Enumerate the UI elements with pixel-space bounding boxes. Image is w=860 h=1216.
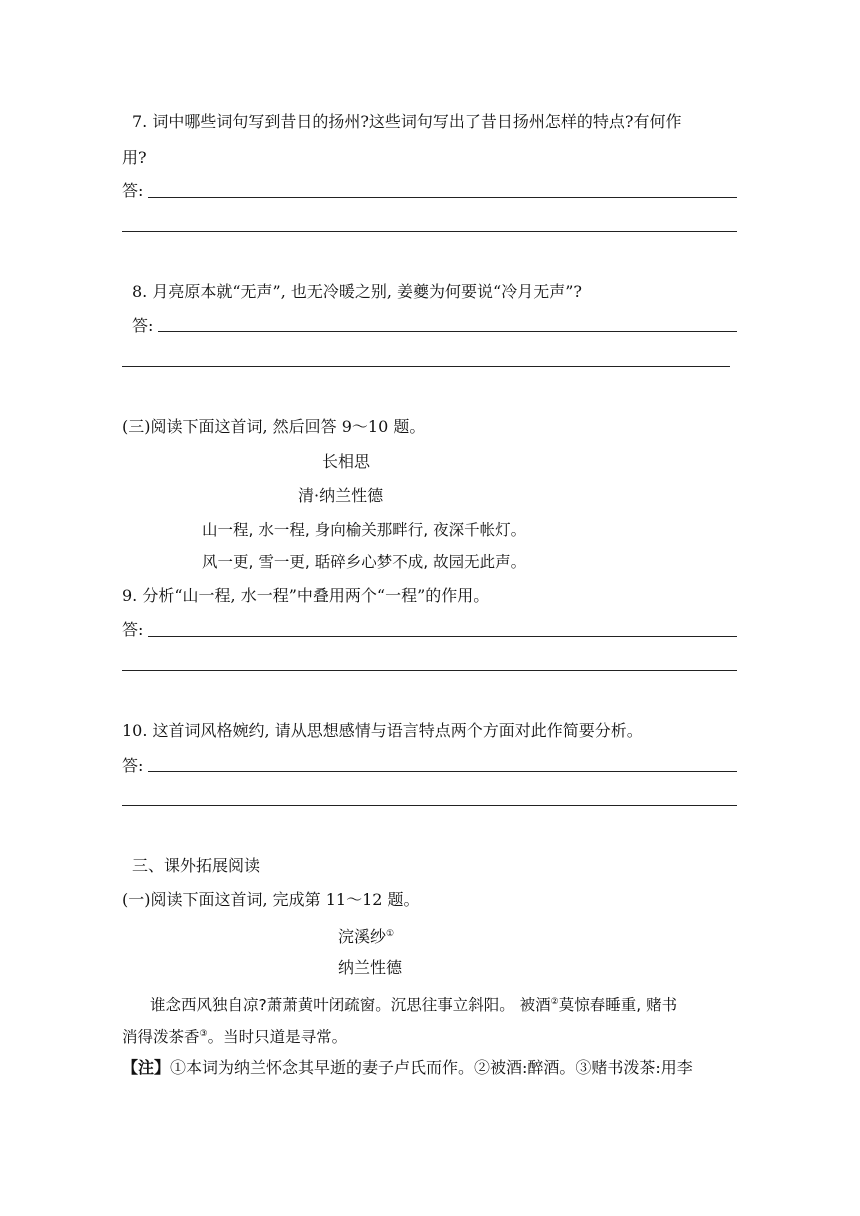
poem-2-title bbox=[338, 924, 394, 947]
q9-answer-line-2[interactable] bbox=[122, 670, 737, 671]
q8-answer-label: 答: bbox=[132, 316, 154, 335]
q8-answer-line-2[interactable] bbox=[122, 366, 730, 367]
poem-2-notes bbox=[122, 1058, 693, 1078]
poem-2-line-2-b: 。当时只道是寻常。 bbox=[207, 1028, 348, 1046]
poem-2-line-2 bbox=[122, 1024, 347, 1047]
poem-2-line-1-note-mark: ② bbox=[550, 997, 559, 1007]
q7-answer-line-2[interactable] bbox=[122, 231, 737, 232]
q9-answer-label: 答: bbox=[122, 620, 144, 639]
poem-2-author: 纳兰性德 bbox=[338, 958, 403, 977]
q9-answer-line-1[interactable] bbox=[148, 636, 737, 637]
poem-2-line-1-a: 谁念西风独自凉?萧萧黄叶闭疏窗。沉思往事立斜阳。 被酒 bbox=[150, 996, 551, 1014]
poem-2-line-2-note-mark: ③ bbox=[199, 1029, 208, 1039]
poem-1-author: 清·纳兰性德 bbox=[298, 486, 384, 505]
poem-1-line-1: 山一程, 水一程, 身向榆关那畔行, 夜深千帐灯。 bbox=[202, 521, 527, 539]
q10-answer-line-2[interactable] bbox=[122, 805, 737, 806]
poem-2-line-2-a: 消得泼茶香 bbox=[122, 1028, 200, 1046]
q7-answer-line-1[interactable] bbox=[148, 197, 737, 198]
question-7-line-2: 用? bbox=[122, 148, 147, 167]
poem-2-title-text: 浣溪纱 bbox=[338, 927, 387, 946]
question-7-line-1: 7. 词中哪些词句写到昔日的扬州?这些词句写出了昔日扬州怎样的特点?有何作 bbox=[132, 112, 682, 131]
section-3-intro: (三)阅读下面这首词, 然后回答 9～10 题。 bbox=[122, 417, 426, 436]
notes-text: ①本词为纳兰怀念其早逝的妻子卢氏而作。②被酒:醉酒。③赌书泼茶:用李 bbox=[170, 1058, 693, 1077]
part-3-heading: 三、课外拓展阅读 bbox=[132, 856, 261, 875]
part-3-intro: (一)阅读下面这首词, 完成第 11～12 题。 bbox=[122, 890, 420, 909]
question-8: 8. 月亮原本就“无声”, 也无冷暖之别, 姜夔为何要说“冷月无声”? bbox=[132, 282, 582, 301]
question-10: 10. 这首词风格婉约, 请从思想感情与语言特点两个方面对此作简要分析。 bbox=[122, 721, 643, 740]
question-9: 9. 分析“山一程, 水一程”中叠用两个“一程”的作用。 bbox=[122, 586, 490, 605]
poem-1-title: 长相思 bbox=[322, 452, 371, 471]
poem-1-line-2: 风一更, 雪一更, 聒碎乡心梦不成, 故园无此声。 bbox=[202, 553, 527, 571]
poem-2-line-1 bbox=[150, 992, 677, 1015]
q7-answer-label: 答: bbox=[122, 181, 144, 200]
poem-2-line-1-b: 莫惊春睡重, 赌书 bbox=[558, 996, 678, 1014]
q10-answer-label: 答: bbox=[122, 756, 144, 775]
q8-answer-line-1[interactable] bbox=[158, 331, 737, 332]
q10-answer-line-1[interactable] bbox=[148, 771, 737, 772]
poem-2-title-note-mark: ① bbox=[386, 929, 395, 939]
notes-label: 【注】 bbox=[122, 1058, 171, 1077]
